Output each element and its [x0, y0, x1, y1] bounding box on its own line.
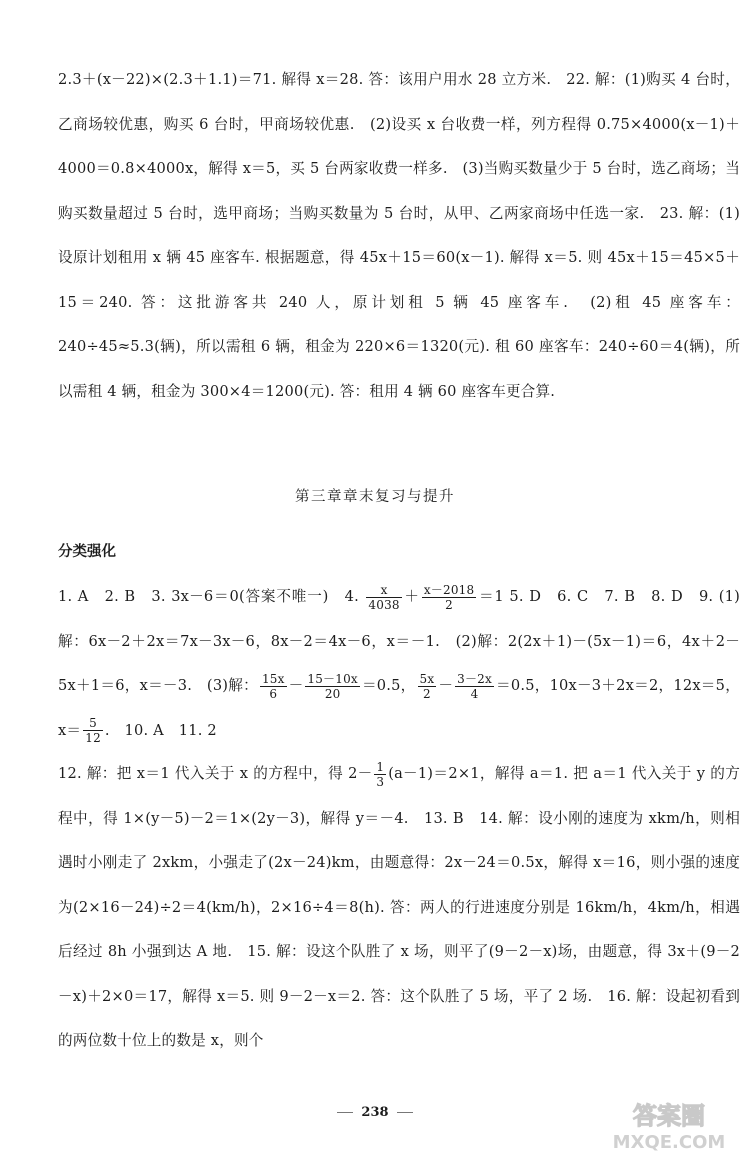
page-number: 238 [361, 1105, 389, 1120]
answer-text: 5. D 6. C 7. B 8. D 9. (1)解：6x－2＋2x＝7x－3x－6，8x－2＝4x－6，x＝－1. (2)解：2(2x＋1)－(5x－1)＝6，4x＋2－5x＋1＝6，x＝－3. (3)解： [58, 588, 741, 694]
answer-text: . 10. A 11. 2 [104, 721, 217, 739]
operator: － [288, 677, 304, 694]
operator: － [438, 677, 454, 694]
watermark-bottom-text: MXQE.COM [612, 1132, 726, 1152]
answer-paragraph-1 [58, 58, 740, 414]
fraction: $\frac{5}{12}$ [85, 716, 101, 745]
answer-text: 12. 解：把 x＝1 代入关于 x 的方程中，得 2－ [58, 765, 373, 782]
operator: ＝1 [478, 588, 504, 605]
answer-text: 2.3＋(x－22)×(2.3＋1.1)＝71. 解得 x＝28. 答：该用户用水 28 立方米. 22. 解：(1)购买 4 台时，乙商场较优惠，购买 6 台时，甲商场较优惠. (2)设买 x 台收费一样，列方程得 0.75×4000(x－1)＋4000＝0.8×4000x，解得 x＝5，买 5 台两家收费一样多. (3)当购买数量少于 5 台时，选乙商场；当购买数量超过 5 台时，选甲商场；当购买数量为 5 台时，从甲、乙两家商场中任选一家. 23. 解：(1)设原计划租用 x 辆 45 座客车. 根据题意，得 45x＋15＝60(x－1). 解得 x＝5. 则 45x＋15＝45×5＋15＝240. 答：这批游客共 240 人，原计划租 5 辆 45 座客车. (2)租 45 座客车：240÷45≈5.3(辆)，所以需租 6 辆，租金为 220×6＝1320(元). 租 60 座客车：240÷60＝4(辆)，所以需租 4 辆，租金为 300×4＝1200(元). 答：租用 4 辆 60 座客车更合算. [58, 71, 740, 400]
answer-paragraph-2 [58, 575, 740, 753]
fraction: $\frac{1}{3}$ [376, 759, 385, 789]
fraction: $\frac{x-2018}{2}$ [423, 582, 475, 612]
answer-paragraph-3 [58, 752, 740, 1064]
fraction: $\frac{5x}{2}$ [419, 671, 435, 701]
watermark-logo [594, 1096, 744, 1152]
fraction: $\frac{3-2x}{4}$ [457, 671, 492, 701]
fraction: $\frac{x}{4038}$ [368, 582, 400, 612]
answer-text: 1. A 2. B 3. 3x－6＝0(答案不唯一) 4. [58, 588, 359, 605]
watermark-top-text: 答案圈 [633, 1102, 705, 1130]
answer-text: ＝0.5，10x－3＋2x＝2，12x＝5，x＝ [58, 677, 740, 739]
fraction: $\frac{15x}{6}$ [261, 671, 285, 701]
section-title: 第三章章末复习与提升 [295, 489, 455, 505]
operator: ＋ [403, 588, 420, 605]
answer-text: (a－1)＝2×1，解得 a＝1. 把 a＝1 代入关于 y 的方程中，得 1×(y－5)－2＝1×(2y－3)，解得 y＝－4. 13. B 14. 解：设小刚的速度为 xkm/h，则相遇时小刚走了 2xkm，小强走了(2x－24)km，由题意得：2x－24＝0.5x，解得 x＝16，则小强的速度为(2×16－24)÷2＝4(km/h)，2×16÷4＝8(h). 答：两人的行进速度分别是 16km/h，4km/h，相遇后经过 8h 小强到达 A 地. 15. 解：设这个队胜了 x 场，则平了(9－2－x)场，由题意，得 3x＋(9－2－x)＋2×0＝17，解得 x＝5. 则 9－2－x＝2. 答：这个队胜了 5 场，平了 2 场. 16. 解：设起初看到的两位数十位上的数是 x，则个 [58, 765, 740, 1049]
answer-text: ＝0.5， [361, 677, 416, 694]
fraction: $\frac{15-10x}{20}$ [307, 671, 358, 701]
footer-dash [337, 1112, 353, 1113]
footer-dash [397, 1112, 413, 1113]
subtitle: 分类强化 [58, 544, 116, 560]
